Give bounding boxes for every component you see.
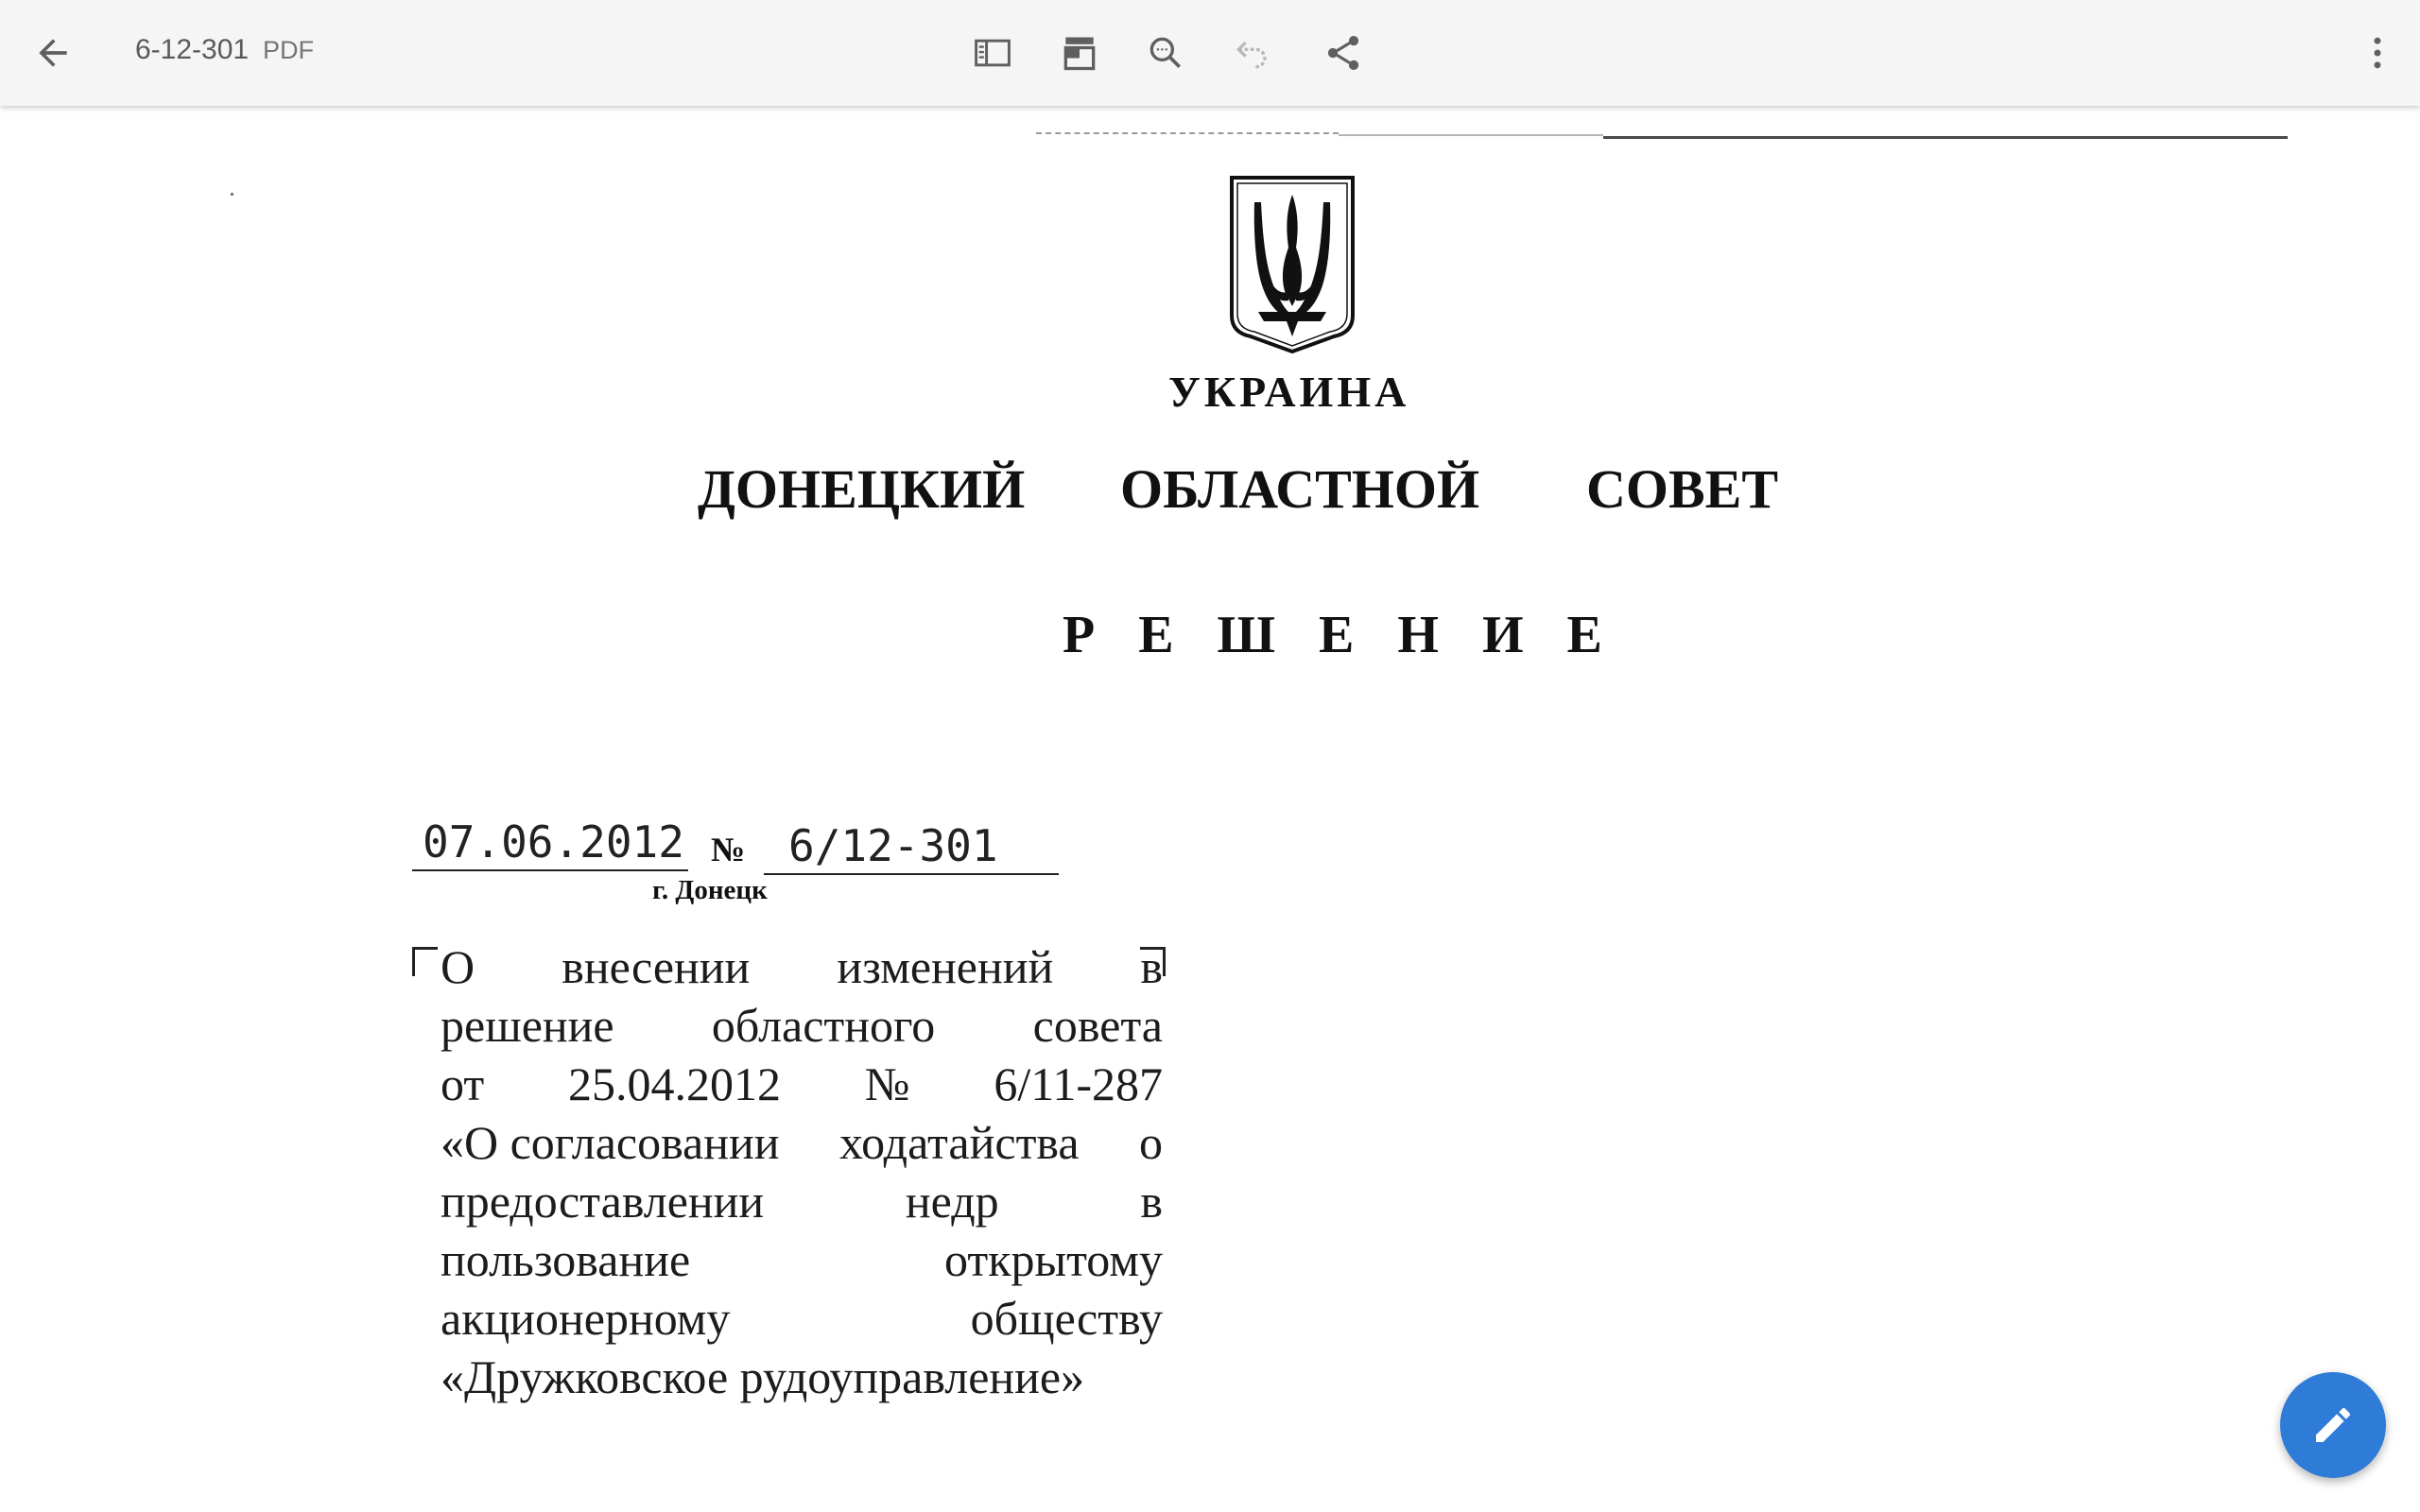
- sidebar-icon: [972, 32, 1013, 74]
- title-word: «Дружковское рудоуправление»: [441, 1350, 1085, 1403]
- title-word: 6/11-287: [994, 1057, 1163, 1110]
- decision-title: [441, 937, 1163, 1406]
- city-label: г. Донецк: [652, 875, 768, 905]
- title-word: пользование: [441, 1233, 691, 1286]
- title-word: о: [1139, 1116, 1163, 1169]
- scan-artifact-line: [1036, 132, 1339, 134]
- title-word: 25.04.2012: [568, 1057, 781, 1110]
- title-line: [441, 996, 1163, 1055]
- title-line: [441, 1348, 1163, 1406]
- date-underline: [412, 869, 688, 871]
- decision-heading: РЕШЕНИЕ: [1063, 606, 1646, 664]
- decision-date: 07.06.2012: [423, 816, 684, 868]
- title-word: предоставлении: [441, 1175, 765, 1228]
- title-word: совета: [1032, 999, 1163, 1052]
- app-toolbar: [0, 0, 2420, 106]
- trident-emblem: [1226, 174, 1358, 353]
- title-line: [441, 1172, 1163, 1230]
- council-word-2: ОБЛАСТНОЙ: [1120, 458, 1480, 520]
- document-type-label: PDF: [263, 36, 314, 64]
- title-line: [441, 1230, 1163, 1289]
- pencil-icon: [2310, 1402, 2356, 1448]
- scan-speck: [231, 193, 233, 196]
- title-line: [441, 937, 1163, 996]
- page-view-icon: [1059, 32, 1100, 74]
- number-underline: [764, 873, 1059, 875]
- title-word: №: [864, 1057, 910, 1110]
- country-heading: УКРАИНА: [1168, 368, 1410, 416]
- back-arrow-icon: [32, 32, 74, 74]
- back-button[interactable]: [19, 19, 87, 87]
- pdf-page: [0, 106, 2420, 1512]
- title-word: областного: [711, 999, 936, 1052]
- title-corner-left: [412, 947, 438, 976]
- decision-number: 6/12-301: [788, 820, 998, 871]
- share-button[interactable]: [1309, 19, 1377, 87]
- title-line: [441, 1289, 1163, 1348]
- page-view-button[interactable]: [1046, 19, 1114, 87]
- title-word: обществу: [970, 1292, 1163, 1345]
- sidebar-toggle-button[interactable]: [959, 19, 1027, 87]
- title-word: недр: [905, 1175, 999, 1228]
- title-word: О: [441, 940, 475, 993]
- title-word: изменений: [837, 940, 1054, 993]
- title-word: открытому: [944, 1233, 1163, 1286]
- title-word: «О согласовании: [441, 1116, 780, 1169]
- share-icon: [1322, 32, 1364, 74]
- title-word: в: [1140, 940, 1163, 993]
- undo-icon: [1232, 32, 1273, 74]
- more-vert-icon: [2357, 32, 2398, 74]
- title-word: в: [1140, 1175, 1163, 1228]
- title-word: от: [441, 1057, 485, 1110]
- title-word: ходатайства: [838, 1116, 1080, 1169]
- title-word: решение: [441, 999, 614, 1052]
- council-word-3: СОВЕТ: [1586, 458, 1779, 520]
- more-options-button[interactable]: [2343, 19, 2411, 87]
- scan-artifact-line: [1339, 134, 1603, 136]
- search-button[interactable]: [1132, 19, 1200, 87]
- title-line: [441, 1055, 1163, 1113]
- undo-button[interactable]: [1219, 19, 1287, 87]
- edit-fab-button[interactable]: [2280, 1372, 2386, 1478]
- council-word-1: ДОНЕЦКИЙ: [698, 458, 1026, 520]
- title-word: акционерному: [441, 1292, 731, 1345]
- title-line: [441, 1113, 1163, 1172]
- search-icon: [1145, 32, 1186, 74]
- title-word: внесении: [562, 940, 751, 993]
- number-sign: №: [711, 831, 746, 868]
- document-title: 6-12-301: [135, 34, 250, 65]
- scan-artifact-line: [1603, 136, 2288, 139]
